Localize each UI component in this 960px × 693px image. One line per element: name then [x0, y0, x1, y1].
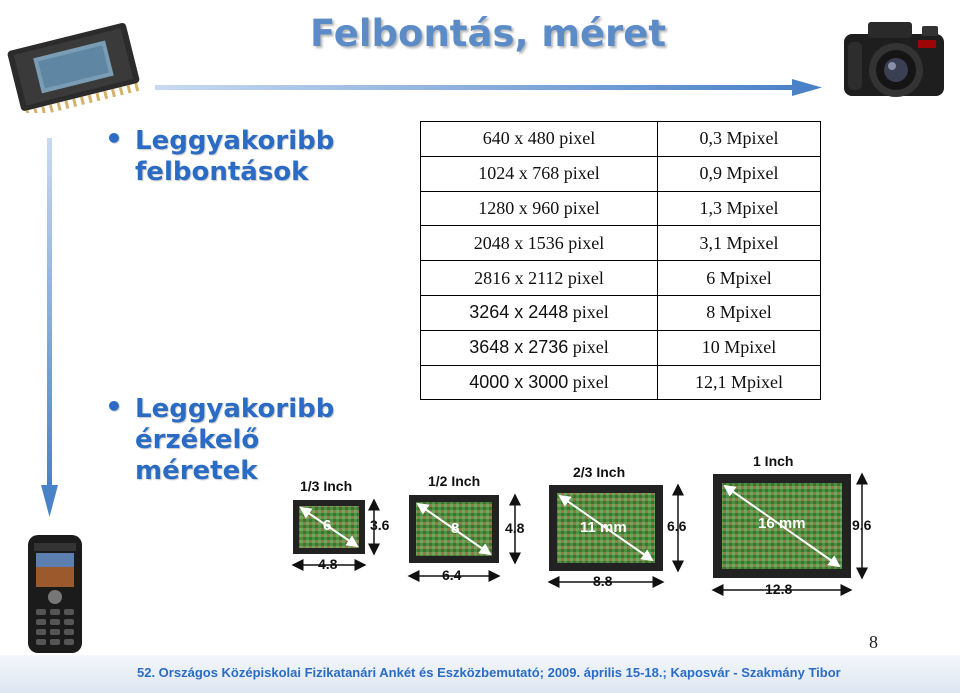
megapixel-cell: 8 Mpixel	[658, 295, 821, 330]
resolution-unit: pixel	[572, 371, 609, 392]
sensor-1-3-inch	[293, 478, 390, 572]
resolution-value: 2048 x 1536	[473, 232, 564, 253]
resolution-value: 4000 x 3000	[469, 371, 569, 392]
slide-title: Felbontás, méret	[310, 12, 667, 55]
megapixel-cell: 12,1 Mpixel	[658, 365, 821, 400]
sensor-height: 3.6	[370, 517, 390, 533]
resolution-value: 1280 x 960	[478, 197, 560, 218]
sensor-height: 9.6	[852, 517, 872, 533]
resolution-value: 3648 x 2736	[469, 337, 569, 358]
bullet-text: Leggyakoribb érzékelő méretek	[135, 394, 335, 486]
sensor-width: 12.8	[765, 581, 793, 597]
sensor-1-inch	[713, 453, 872, 597]
bullet-dot: •	[105, 122, 123, 155]
sensor-diagonal: 16 mm	[758, 515, 806, 532]
bullet-dot: •	[105, 390, 123, 423]
sensor-width: 8.8	[593, 573, 613, 589]
sensor-width: 6.4	[442, 567, 462, 583]
sensor-diagonal: 8	[451, 520, 460, 537]
footer-bar	[0, 655, 960, 693]
megapixel-cell: 1,3 Mpixel	[658, 191, 821, 226]
resolution-unit: pixel	[572, 337, 609, 358]
resolution-unit: pixel	[563, 163, 600, 184]
resolution-unit: pixel	[559, 128, 596, 149]
megapixel-cell: 0,3 Mpixel	[658, 122, 821, 157]
megapixel-cell: 10 Mpixel	[658, 330, 821, 365]
page-number: 8	[869, 632, 878, 652]
resolution-unit: pixel	[568, 232, 605, 253]
sensor-label: 1 Inch	[753, 453, 794, 469]
sensor-diagonal: 6	[323, 517, 332, 534]
sensor-2-3-inch	[549, 464, 687, 589]
sensor-label: 1/3 Inch	[300, 478, 353, 494]
megapixel-cell: 3,1 Mpixel	[658, 226, 821, 261]
sensor-width: 4.8	[318, 556, 338, 572]
resolution-value: 1024 x 768	[478, 163, 560, 184]
footer-text: 52. Országos Középiskolai Fizikatanári Ankét és Eszközbemutató; 2009. április 15-18.; Kaposvár - Szakmány Tibor	[137, 665, 841, 680]
sensor-height: 6.6	[667, 518, 687, 534]
bullet-text: Leggyakoribb felbontások	[135, 126, 335, 187]
sensor-label: 1/2 Inch	[428, 473, 481, 489]
sensor-height: 4.8	[505, 520, 525, 536]
resolution-unit: pixel	[563, 197, 600, 218]
resolution-value: 640 x 480	[482, 128, 555, 149]
resolution-value: 2816 x 2112	[474, 267, 564, 288]
sensor-1-2-inch	[409, 473, 525, 583]
sensor-diagonal: 11 mm	[580, 519, 627, 536]
sensor-label: 2/3 Inch	[573, 464, 626, 480]
resolution-unit: pixel	[572, 302, 609, 323]
resolution-unit: pixel	[567, 267, 604, 288]
megapixel-cell: 0,9 Mpixel	[658, 156, 821, 191]
resolution-value: 3264 x 2448	[469, 302, 569, 323]
megapixel-cell: 6 Mpixel	[658, 261, 821, 296]
